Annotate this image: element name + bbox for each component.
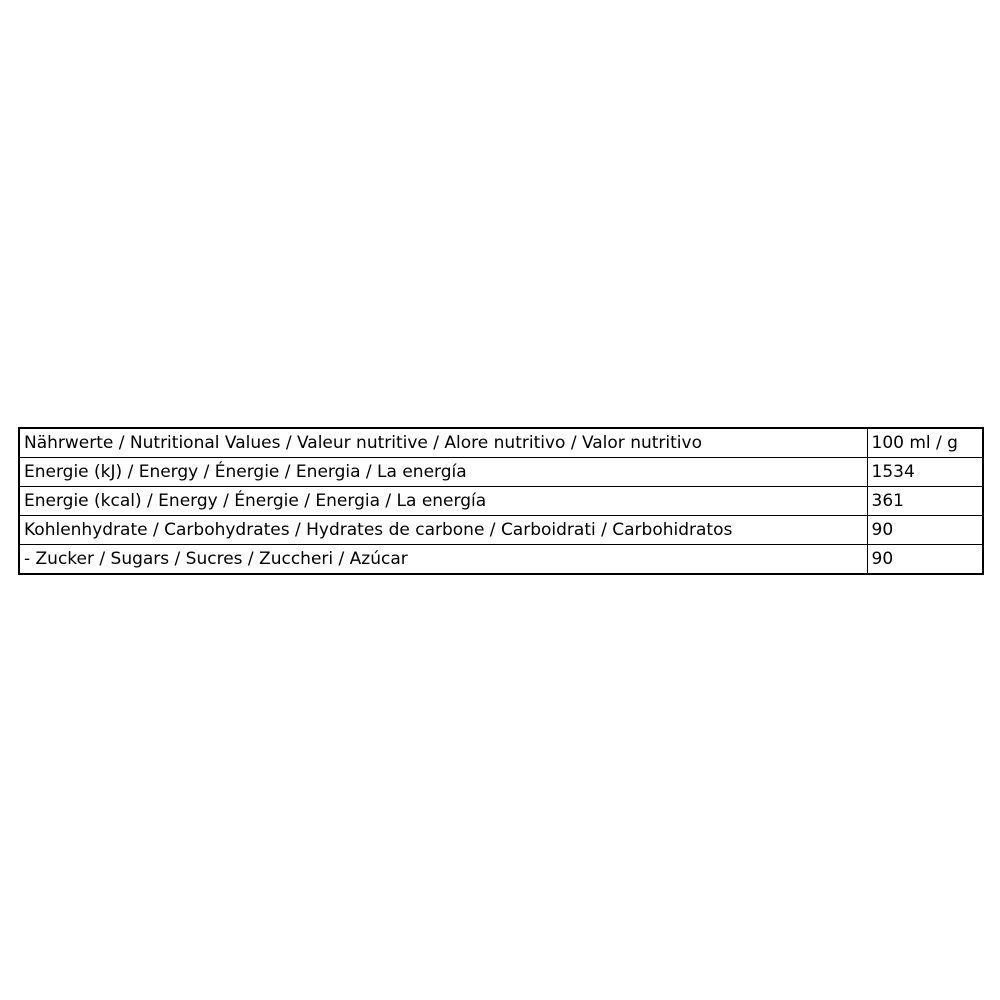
row-value: 100 ml / g (867, 428, 983, 458)
table-row-header (19, 428, 983, 458)
table-row-energy-kcal (19, 487, 983, 516)
nutrition-table (18, 427, 984, 575)
row-label: Nährwerte / Nutritional Values / Valeur nutritive / Alore nutritivo / Valor nutritivo (19, 428, 867, 458)
table-row-energy-kj (19, 458, 983, 487)
row-label: Kohlenhydrate / Carbohydrates / Hydrates de carbone / Carboidrati / Carbohidratos (19, 516, 867, 545)
row-value: 1534 (867, 458, 983, 487)
row-label: Energie (kJ) / Energy / Énergie / Energia / La energía (19, 458, 867, 487)
row-value: 361 (867, 487, 983, 516)
row-value: 90 (867, 545, 983, 575)
table-row-sugars (19, 545, 983, 575)
row-label: - Zucker / Sugars / Sucres / Zuccheri / Azúcar (19, 545, 867, 575)
table-row-carbohydrates (19, 516, 983, 545)
row-value: 90 (867, 516, 983, 545)
row-label: Energie (kcal) / Energy / Énergie / Energia / La energía (19, 487, 867, 516)
